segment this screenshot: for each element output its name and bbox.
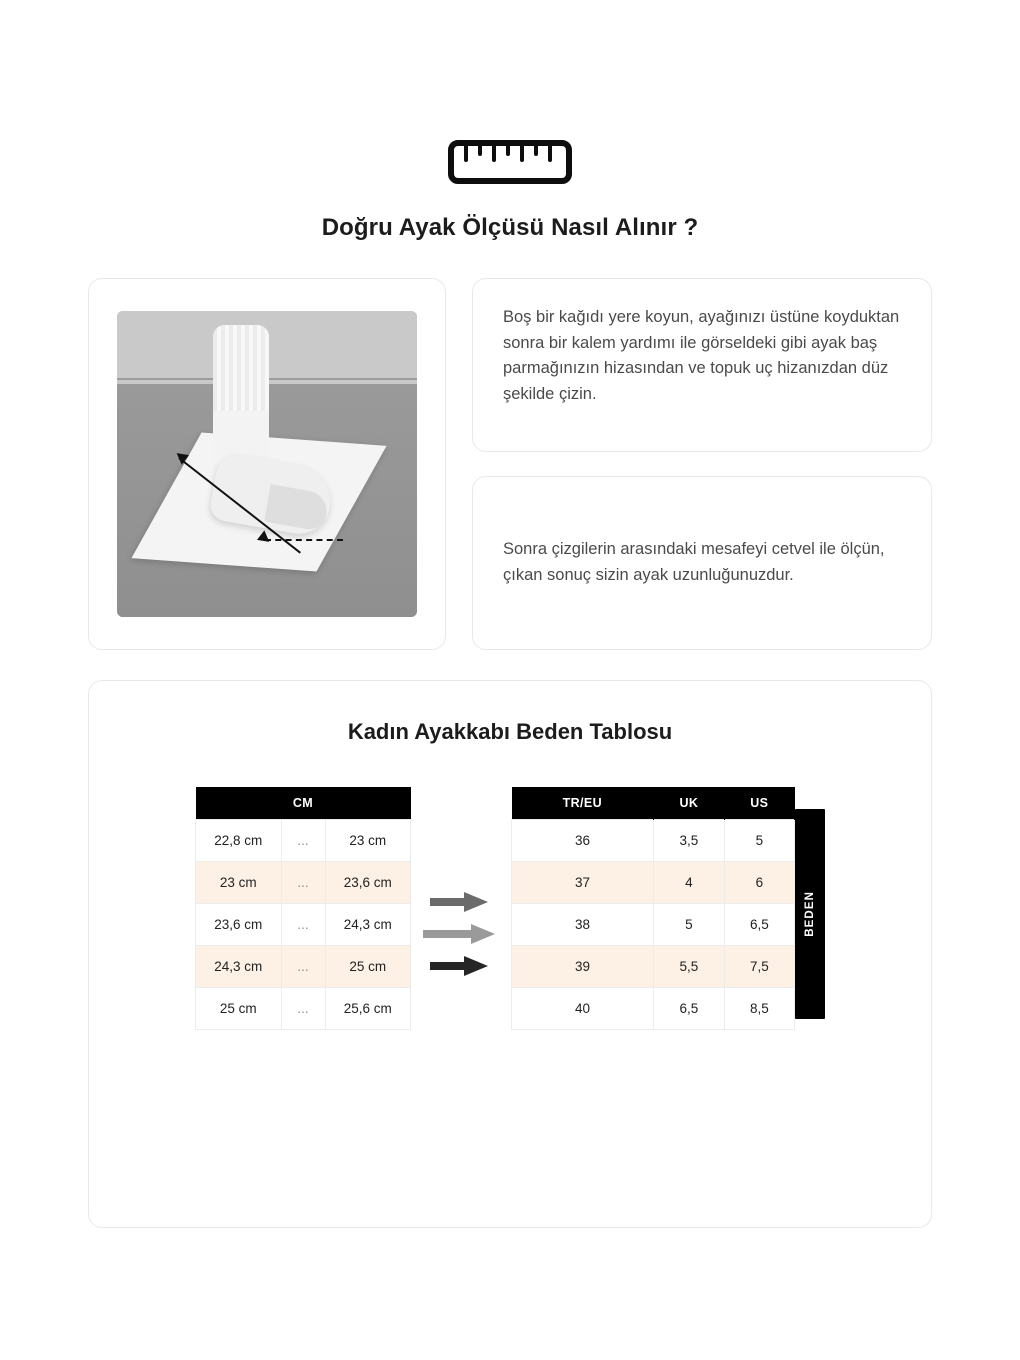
table-row [512,862,795,904]
table-row [196,820,411,862]
cm-to: 25,6 cm [325,988,411,1030]
size-tables-row [89,787,931,1041]
cm-to: 25 cm [325,946,411,988]
table-row [512,988,795,1030]
cm-separator: ... [281,862,325,904]
size-table-title: Kadın Ayakkabı Beden Tablosu [347,719,673,744]
cm-from: 25 cm [196,988,282,1030]
cm-from: 23 cm [196,862,282,904]
beden-side-label [795,809,825,1019]
table-row [196,904,411,946]
arrow-right-icon [430,892,492,912]
table-row [512,946,795,988]
ruler-icon-container [0,0,1020,184]
size-us: 5 [724,820,794,862]
cm-table-header-row [196,787,411,820]
instruction-step-2: Sonra çizgilerin arasındaki mesafeyi cetvel ile ölçün, çıkan sonuç sizin ayak uzunluğunuzdur. [472,476,932,650]
beden-side-label-text: BEDEN [804,891,816,937]
conversion-arrows [411,827,511,1041]
size-tr-eu: 37 [512,862,654,904]
cm-to: 23 cm [325,820,411,862]
cm-from: 24,3 cm [196,946,282,988]
table-row [196,988,411,1030]
arrow-right-icon [430,956,492,976]
cm-separator: ... [281,988,325,1030]
size-us: 6 [724,862,794,904]
size-uk: 6,5 [654,988,725,1030]
cm-header-cell: CM [196,787,411,820]
measurement-photo [117,311,417,617]
photo-sock-ribs [213,325,269,411]
instruction-step-1: Boş bir kağıdı yere koyun, ayağınızı üstüne koyduktan sonra bir kalem yardımı ile görseldeki gibi ayak baş parmağınızın hizasından ve topuk uç hizanızdan düz şekilde çizin. [472,278,932,452]
cm-from: 23,6 cm [196,904,282,946]
size-tr-eu: 36 [512,820,654,862]
ruler-icon [448,140,572,184]
cm-to: 23,6 cm [325,862,411,904]
size-table-card [88,680,932,1228]
size-us: 8,5 [724,988,794,1030]
size-tr-eu: 38 [512,904,654,946]
cm-table [195,787,411,1030]
cm-separator: ... [281,946,325,988]
size-us: 6,5 [724,904,794,946]
size-header-uk: UK [654,787,725,820]
arrow-right-icon [423,924,499,944]
size-uk: 3,5 [654,820,725,862]
table-row [196,946,411,988]
table-row [512,904,795,946]
cm-separator: ... [281,904,325,946]
measurement-photo-card [88,278,446,650]
instruction-text-column [472,278,932,650]
cm-separator: ... [281,820,325,862]
cm-to: 24,3 cm [325,904,411,946]
instructions-section [0,242,1020,650]
size-header-tr-eu: TR/EU [512,787,654,820]
size-uk: 4 [654,862,725,904]
table-row [196,862,411,904]
size-conversion-table [511,787,795,1030]
size-uk: 5 [654,904,725,946]
size-tr-eu: 40 [512,988,654,1030]
size-header-us: US [724,787,794,820]
size-table-header-row [512,787,795,820]
size-uk: 5,5 [654,946,725,988]
cm-from: 22,8 cm [196,820,282,862]
table-row [512,820,795,862]
photo-measure-dashed-line [265,539,343,541]
size-us: 7,5 [724,946,794,988]
size-tr-eu: 39 [512,946,654,988]
page-title: Doğru Ayak Ölçüsü Nasıl Alınır ? [321,214,699,241]
